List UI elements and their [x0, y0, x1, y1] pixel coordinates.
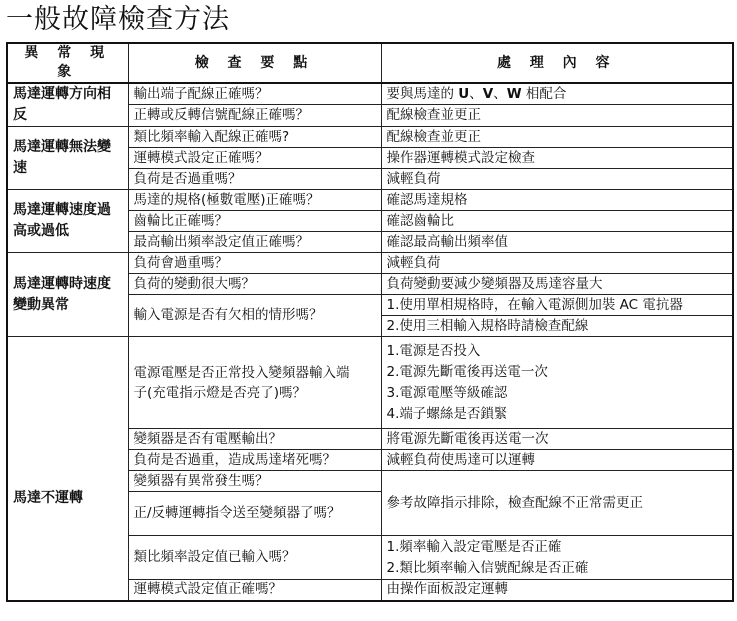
- action-cell: 減輕負荷: [381, 169, 733, 190]
- check-cell: 類比頻率輸入配線正確嗎?: [128, 127, 381, 148]
- table-row: [7, 253, 733, 274]
- action-cell: 確認齒輪比: [381, 211, 733, 232]
- symptom-cell: 馬達運轉方向相反: [7, 83, 128, 127]
- symptom-cell: 馬達運轉無法變速: [7, 127, 128, 190]
- action-line: 4.端子螺絲是否鎖緊: [386, 405, 508, 422]
- table-row: [7, 83, 733, 105]
- check-cell: 齒輪比正確嗎？: [128, 211, 381, 232]
- symptom-cell: 馬達不運轉: [7, 337, 128, 601]
- check-cell: 馬達的規格(極數電壓)正確嗎？: [128, 190, 381, 211]
- action-cell: 操作器運轉模式設定檢查: [381, 148, 733, 169]
- action-cell: 負荷變動要減少變頻器及馬達容量大: [381, 274, 733, 295]
- troubleshooting-table: [6, 42, 734, 602]
- check-cell: 負荷的變動很大嗎？: [128, 274, 381, 295]
- action-cell: 2.使用三相輸入規格時請檢查配線: [381, 316, 733, 337]
- check-cell: 負荷是否過重嗎？: [128, 169, 381, 190]
- symptom-cell: 馬達運轉時速度變動異常: [7, 253, 128, 337]
- action-cell: 1.使用單相規格時，在輸入電源側加裝 AC 電抗器: [381, 295, 733, 316]
- action-line: 1.電源是否投入: [386, 342, 481, 359]
- check-cell: 輸入電源是否有欠相的情形嗎？: [128, 295, 381, 337]
- action-cell: 配線檢查並更正: [381, 127, 733, 148]
- check-cell: 變頻器是否有電壓輸出？: [128, 429, 381, 450]
- action-cell: 減輕負荷使馬達可以運轉: [381, 450, 733, 471]
- check-cell: 輸出端子配線正確嗎？: [128, 83, 381, 105]
- check-cell: 運轉模式設定值正確嗎？: [128, 580, 381, 601]
- action-cell: 將電源先斷電後再送電一次: [381, 429, 733, 450]
- action-cell: 由操作面板設定運轉: [381, 580, 733, 601]
- header-action: 處 理 內 容: [381, 43, 733, 83]
- check-cell: 最高輸出頻率設定值正確嗎？: [128, 232, 381, 253]
- check-cell: 類比頻率設定值已輸入嗎？: [128, 536, 381, 580]
- check-cell: 運轉模式設定正確嗎？: [128, 148, 381, 169]
- action-cell: 要與馬達的 U、V、W 相配合: [381, 83, 733, 105]
- table-row: [7, 337, 733, 429]
- action-cell: 確認最高輸出頻率值: [381, 232, 733, 253]
- action-cell: [381, 337, 733, 429]
- action-cell: 減輕負荷: [381, 253, 733, 274]
- action-cell: 參考故障指示排除，檢查配線不正常需更正: [381, 471, 733, 536]
- action-cell: 確認馬達規格: [381, 190, 733, 211]
- action-line: 3.電源電壓等級確認: [386, 384, 508, 401]
- table-row: [7, 190, 733, 211]
- table-header-row: [7, 43, 733, 83]
- action-cell: 配線檢查並更正: [381, 105, 733, 127]
- action-cell: [381, 536, 733, 580]
- symptom-cell: 馬達運轉速度過高或過低: [7, 190, 128, 253]
- check-cell: 電源電壓是否正常投入變頻器輸入端子(充電指示燈是否亮了)嗎？: [128, 337, 381, 429]
- action-line: 1.頻率輸入設定電壓是否正確: [386, 538, 562, 555]
- check-cell: 正/反轉運轉指令送至變頻器了嗎？: [128, 492, 381, 536]
- page-title: 一般故障檢查方法: [6, 4, 230, 35]
- header-symptom: 異 常 現 象: [7, 43, 128, 83]
- check-cell: 正轉或反轉信號配線正確嗎？: [128, 105, 381, 127]
- check-cell: 變頻器有異常發生嗎？: [128, 471, 381, 492]
- table-row: [7, 127, 733, 148]
- action-line: 2.類比頻率輸入信號配線是否正確: [386, 559, 589, 576]
- action-line: 2.電源先斷電後再送電一次: [386, 363, 548, 380]
- check-cell: 負荷會過重嗎？: [128, 253, 381, 274]
- check-cell: 負荷是否過重，造成馬達堵死嗎？: [128, 450, 381, 471]
- header-check: 檢 查 要 點: [128, 43, 381, 83]
